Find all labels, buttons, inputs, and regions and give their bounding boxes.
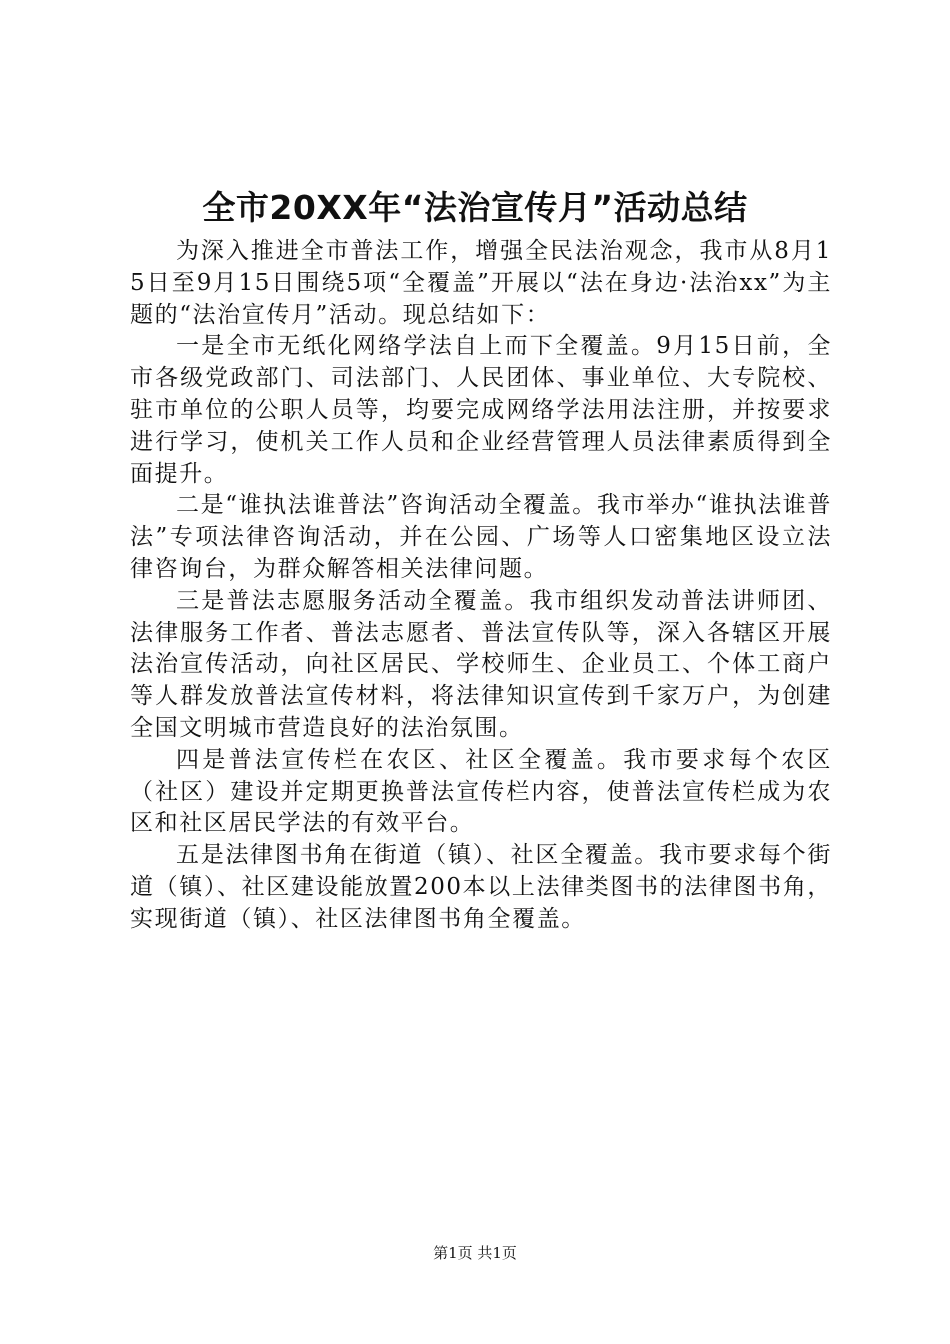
paragraph-item-1: 一是全市无纸化网络学法自上而下全覆盖。9月15日前，全市各级党政部门、司法部门、人民团体、事业单位、大专院校、驻市单位的公职人员等，均要完成网络学法用法注册，并按要求进行学习，使机关工作人员和企业经营管理人员法律素质得到全面提升。 — [130, 333, 832, 487]
paragraph-item-3: 三是普法志愿服务活动全覆盖。我市组织发动普法讲师团、法律服务工作者、普法志愿者、普法宣传队等，深入各辖区开展法治宣传活动，向社区居民、学校师生、企业员工、个体工商户等人群发放普法宣传材料，将法律知识宣传到千家万户，为创建全国文明城市营造良好的法治氛围。 — [130, 587, 832, 741]
paragraph-item-4: 四是普法宣传栏在农区、社区全覆盖。我市要求每个农区（社区）建设并定期更换普法宣传栏内容，使普法宣传栏成为农区和社区居民学法的有效平台。 — [130, 746, 832, 837]
document-title: 全市20XX年“法治宣传月”活动总结 — [202, 188, 748, 227]
paragraph-intro: 为深入推进全市普法工作，增强全民法治观念，我市从8月15日至9月15日围绕5项“全覆盖”开展以“法在身边·法治xx”为主题的“法治宣传月”活动。现总结如下： — [130, 238, 832, 328]
page-footer: 第1页 共1页 — [433, 1244, 517, 1262]
document-body — [130, 236, 832, 936]
paragraph-item-5: 五是法律图书角在街道（镇）、社区全覆盖。我市要求每个街道（镇）、社区建设能放置200本以上法律类图书的法律图书角，实现街道（镇）、社区法律图书角全覆盖。 — [130, 842, 832, 932]
paragraph-item-2: 二是“谁执法谁普法”咨询活动全覆盖。我市举办“谁执法谁普法”专项法律咨询活动，并在公园、广场等人口密集地区设立法律咨询台，为群众解答相关法律问题。 — [130, 492, 832, 582]
